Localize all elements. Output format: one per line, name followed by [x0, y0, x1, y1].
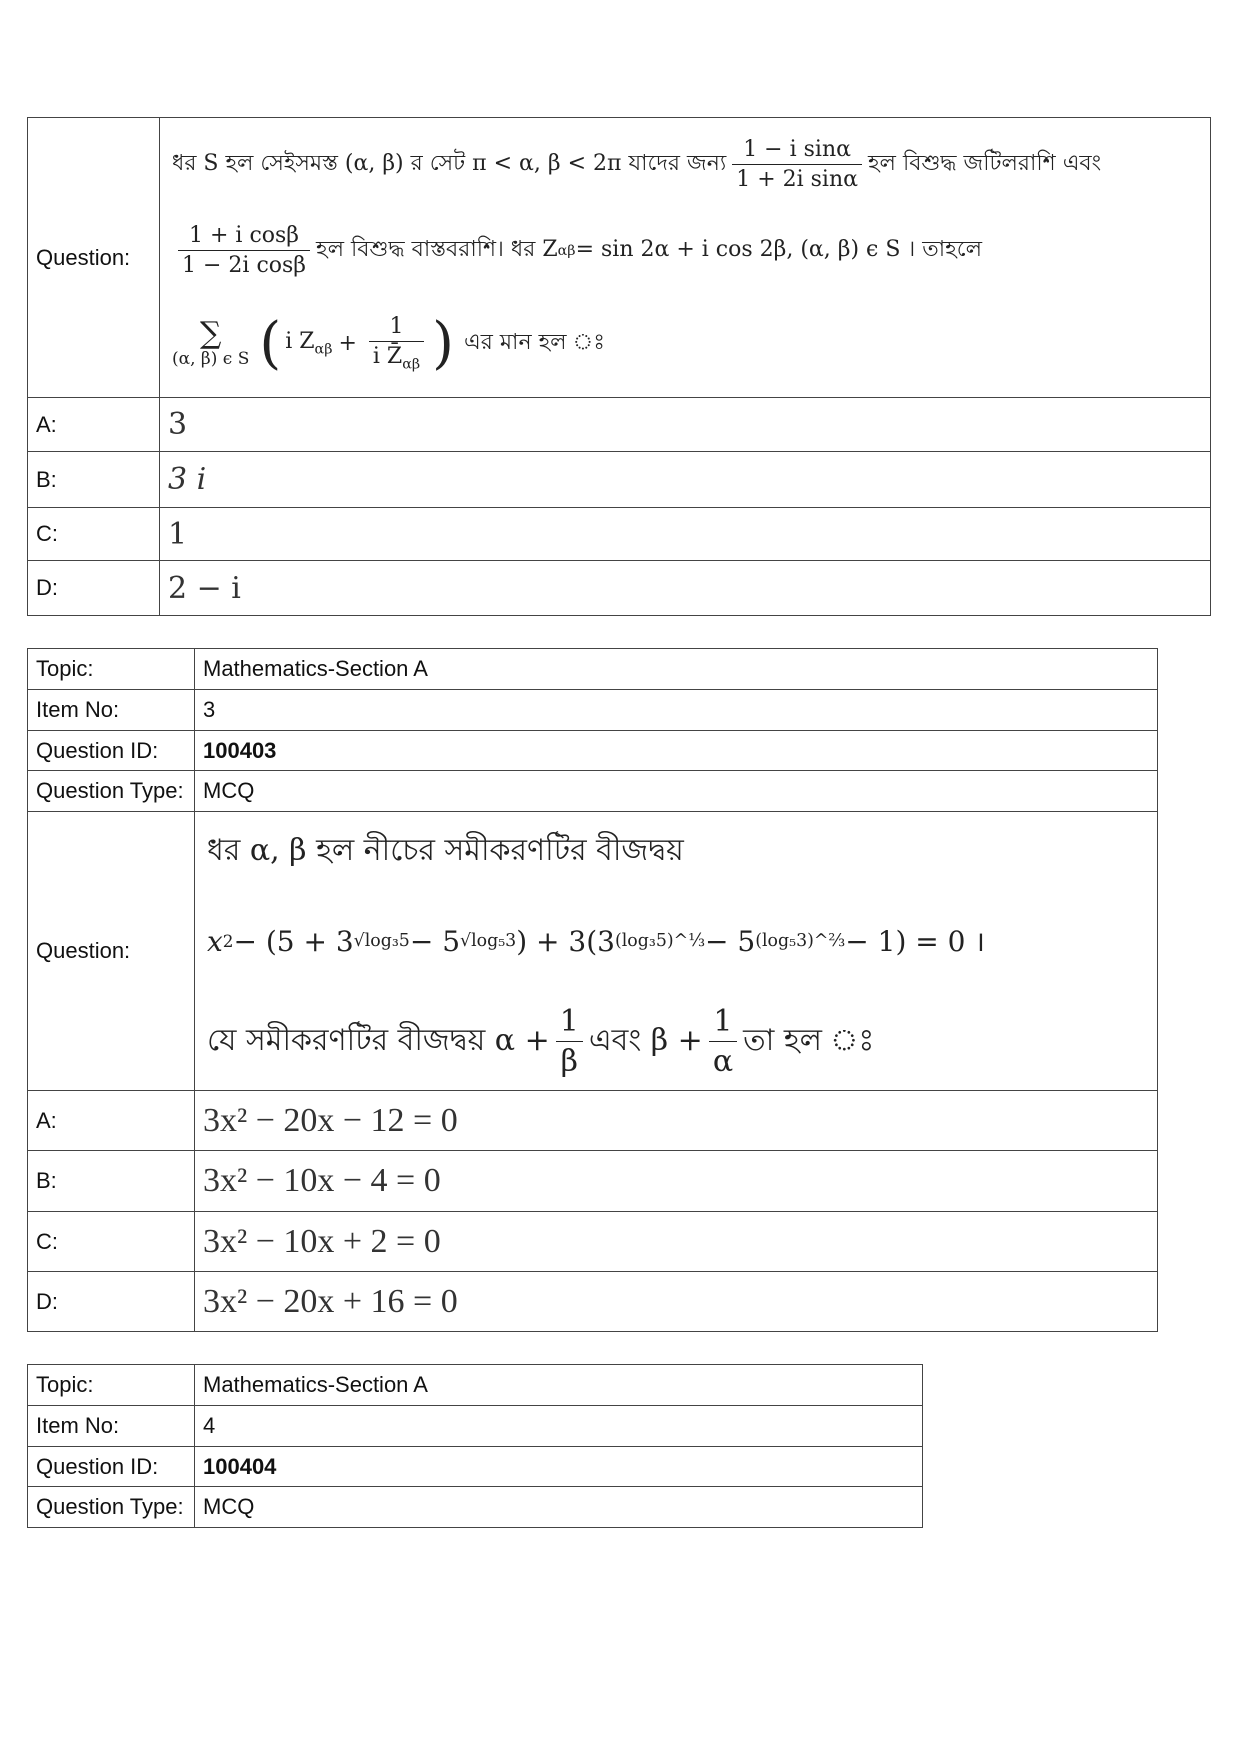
- topic-label: Topic:: [28, 1365, 195, 1406]
- question-text: [195, 812, 1158, 1091]
- topic-label: Topic:: [28, 649, 195, 690]
- q2-line1-a: ধর S হল সেইসমস্ত (α, β) র সেট π < α, β < 2π যাদের জন্য: [172, 151, 727, 176]
- q2-line3-b: এর মান হল ঃ: [464, 330, 605, 355]
- q3-line3-a: যে সমীকরণটির বীজদ্বয় α +: [207, 1022, 550, 1058]
- option-d-label: D:: [28, 1272, 195, 1332]
- q2-sum-term: i $Z_{\alpha\beta}$: [285, 329, 333, 358]
- q3-line3-b: এবং β +: [588, 1022, 703, 1058]
- option-b-value: 3x² − 10x − 4 = 0: [195, 1151, 1158, 1212]
- option-a-value: 3: [160, 398, 1211, 452]
- item-no-value: 4: [195, 1406, 923, 1447]
- q3-frac-b: $\frac{1}{\alpha}$: [709, 1004, 737, 1079]
- question-type-value: MCQ: [195, 771, 1158, 812]
- question-3-table: [27, 648, 1158, 1332]
- question-id-value: 100403: [195, 731, 1158, 771]
- topic-value: Mathematics-Section A: [195, 1365, 923, 1406]
- question-4-table: [27, 1364, 923, 1528]
- item-no-value: 3: [195, 690, 1158, 731]
- q3-line1: ধর α, β হল নীচের সমীকরণটির বীজদ্বয়: [207, 832, 684, 868]
- q2-line2-b: = sin 2α + i cos 2β, (α, β) ϵ S । তাহলে: [575, 237, 982, 262]
- question-2-table: [27, 117, 1211, 616]
- question-id-label: Question ID:: [28, 1447, 195, 1487]
- option-c-label: C:: [28, 1212, 195, 1272]
- question-type-value: MCQ: [195, 1487, 923, 1528]
- item-no-label: Item No:: [28, 1406, 195, 1447]
- question-type-label: Question Type:: [28, 771, 195, 812]
- option-d-label: D:: [28, 561, 160, 616]
- q2-line1-b: হল বিশুদ্ধ জটিলরাশি এবং: [868, 151, 1102, 176]
- question-label: Question:: [28, 118, 160, 398]
- q2-frac2: $\frac{\text{1 + i cosβ}}{\text{1 − 2i cosβ}}$: [178, 223, 310, 278]
- topic-value: Mathematics-Section A: [195, 649, 1158, 690]
- option-b-label: B:: [28, 1151, 195, 1212]
- q3-frac-a: $\frac{1}{\beta}$: [556, 1004, 583, 1079]
- option-d-value: 2 − i: [160, 561, 1211, 616]
- item-no-label: Item No:: [28, 690, 195, 731]
- q2-frac1: $\frac{\text{1 − i sinα}}{\text{1 + 2i sinα}}$: [732, 137, 862, 192]
- option-b-value: 3 i: [160, 452, 1211, 508]
- option-a-label: A:: [28, 398, 160, 452]
- option-d-value: 3x² − 20x + 16 = 0: [195, 1272, 1158, 1332]
- option-b-label: B:: [28, 452, 160, 508]
- q3-equation: x 2 − (5 + 3 √log₃5 − 5 √log₅3 ) + 3(3 (log₃5)^⅓ − 5 (log₅3)^⅔ − 1) = 0 ।: [207, 924, 985, 958]
- option-c-value: 1: [160, 508, 1211, 561]
- q2-frac3: $\frac{1}{i Z̄_{\alpha\beta}}$: [369, 314, 424, 372]
- question-text: ধর S হল সেইসমস্ত (α, β) র সেট π < α, β < 2π যাদের জন্য $\frac{\text{1 − i sinα}}{\text{1 + 2i sinα}}$ হল বিশুদ্ধ জটিলরাশি এবং $\frac{\text{1 + i cosβ}}{\text{1 − 2i cosβ}}$ হল বিশুদ্ধ বাস্তবরাশি। ধর Z αβ = sin 2α + i cos 2β, (α, β) ϵ S । তাহলে ∑ (α, β) ϵ S ( i $Z_{\alpha\beta}$ + $\frac{1}{i Z̄_{\alpha\beta}}$ ) এর মান হল ঃ: [160, 118, 1211, 398]
- option-c-value: 3x² − 10x + 2 = 0: [195, 1212, 1158, 1272]
- option-a-label: A:: [28, 1091, 195, 1151]
- q2-line2-a: হল বিশুদ্ধ বাস্তবরাশি। ধর Z: [316, 237, 558, 262]
- question-type-label: Question Type:: [28, 1487, 195, 1528]
- question-id-label: Question ID:: [28, 731, 195, 771]
- q3-line3-c: তা হল ঃ: [743, 1022, 875, 1058]
- question-id-value: 100404: [195, 1447, 923, 1487]
- q2-summation: ∑ (α, β) ϵ S: [172, 315, 250, 369]
- option-a-value: 3x² − 20x − 12 = 0: [195, 1091, 1158, 1151]
- question-label: Question:: [28, 812, 195, 1091]
- option-c-label: C:: [28, 508, 160, 561]
